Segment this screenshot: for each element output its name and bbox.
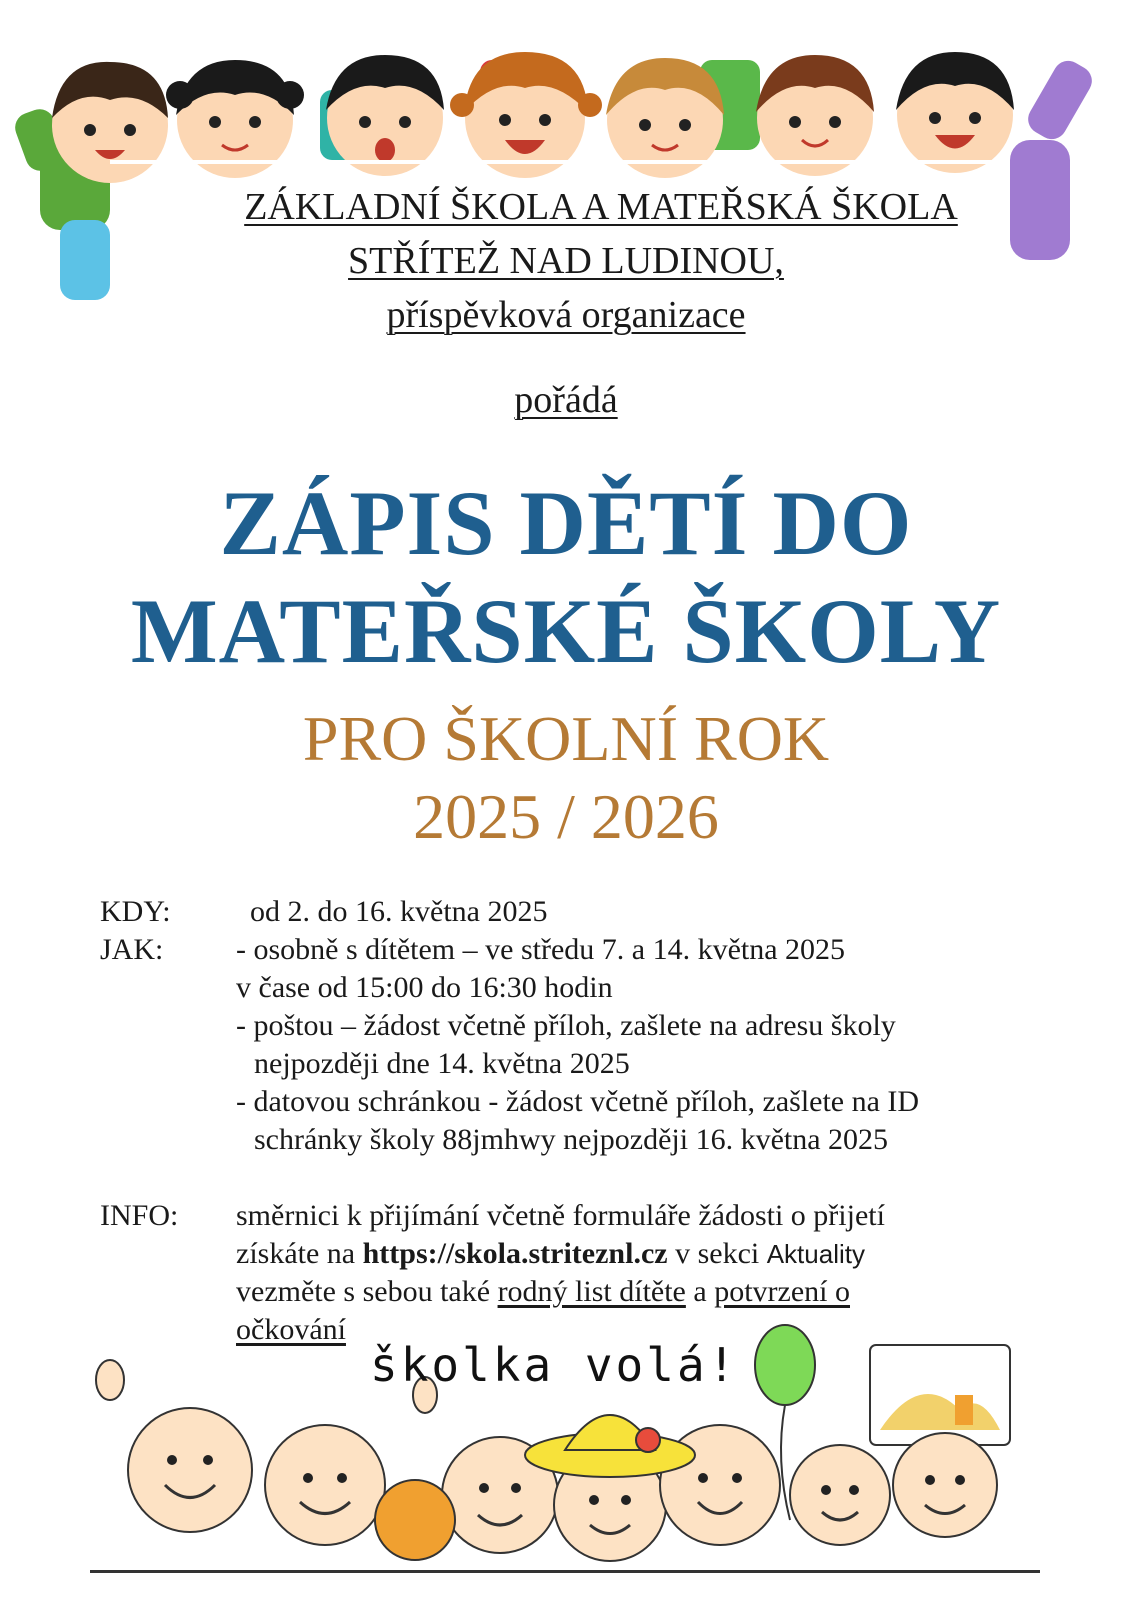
how-row (100, 931, 1060, 969)
when-row (100, 893, 1060, 931)
info-label: INFO: (100, 1199, 179, 1232)
info-row (100, 1197, 1060, 1235)
website-link[interactable]: https://skola.striteznl.cz (362, 1237, 668, 1270)
how-line: nejpozději dne 14. května 2025 (254, 1047, 630, 1080)
when-value: od 2. do 16. května 2025 (250, 895, 548, 928)
how-line: - poštou – žádost včetně příloh, zašlete na adresu školy (236, 1009, 896, 1042)
main-title-line1: ZÁPIS DĚTÍ DO (219, 472, 913, 574)
slogan: školka volá! (370, 1338, 739, 1392)
birth-certificate: rodný list dítěte (497, 1275, 686, 1308)
school-org-type: příspěvková organizace (386, 294, 746, 336)
school-header (0, 180, 1132, 342)
info-line: vezměte s sebou také rodný list dítěte a potvrzení o (236, 1275, 850, 1308)
organizes-label: pořádá (514, 379, 618, 421)
when-label: KDY: (100, 895, 171, 928)
main-title-line2: MATEŘSKÉ ŠKOLY (130, 580, 1002, 682)
school-name-line1: ZÁKLADNÍ ŠKOLA A MATEŘSKÁ ŠKOLA (244, 186, 958, 228)
how-line: - datovou schránkou - žádost včetně příloh, zašlete na ID (236, 1085, 920, 1118)
how-line: v čase od 15:00 do 16:30 hodin (236, 971, 613, 1004)
section-name: Aktuality (766, 1239, 865, 1269)
school-year: 2025 / 2026 (413, 781, 719, 852)
info-line: získáte na https://skola.striteznl.cz v sekci Aktuality (236, 1237, 865, 1270)
how-label: JAK: (100, 933, 164, 966)
vaccination-certificate: potvrzení o (714, 1275, 850, 1308)
vaccination-word: očkování (236, 1313, 346, 1346)
how-line: schránky školy 88jmhwy nejpozději 16. května 2025 (254, 1123, 889, 1156)
info-line: směrnici k přijímání včetně formuláře žádosti o přijetí (236, 1199, 885, 1232)
subtitle-line1: PRO ŠKOLNÍ ROK (302, 703, 830, 774)
school-name-line2: STŘÍTEŽ NAD LUDINOU, (348, 240, 784, 282)
how-line: - osobně s dítětem – ve středu 7. a 14. května 2025 (236, 933, 846, 966)
details-section (100, 893, 1060, 1349)
